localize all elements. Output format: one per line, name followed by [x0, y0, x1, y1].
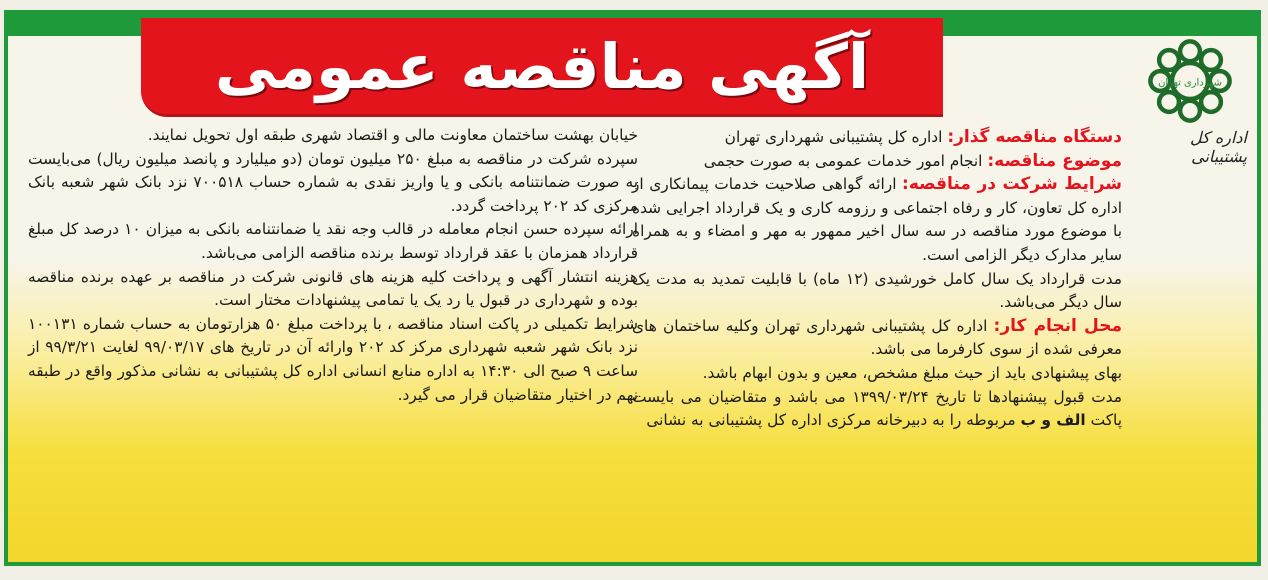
tender-authority: [632, 126, 1122, 150]
participation-conditions-value: ارائه گواهی صلاحیت خدمات پیمانکاری از اداره کل تعاون، کار و رفاه اجتماعی و رزومه کاری و یک قرارداد اجرایی شده با موضوع مورد مناقصه در سه سال اخیر ممهور به مهر و امضاء و به همراه سایر مدارک دیگر الزامی است.: [632, 175, 1122, 264]
participation-deposit: سپرده شرکت در مناقصه به مبلغ ۲۵۰ میلیون تومان (دو میلیارد و پانصد میلیون ریال) می‌بایست به صورت ضمانتنامه بانکی و یا واریز نقدی به شماره حساب ۷۰۰۵۱۸ نزد بانک شهر شعبه بانک مرکزی کد ۲۰۲ پرداخت گردد.: [28, 149, 638, 215]
notice-title: آگهی مناقصه عمومی: [214, 29, 870, 103]
work-location: [632, 315, 1122, 362]
left-column: [28, 124, 638, 407]
work-location-value: اداره کل پشتیبانی شهرداری تهران وکلیه ساختمان های معرفی شده از سوی کارفرما می باشد.: [632, 316, 1122, 359]
participation-conditions-label: شرایط شرکت در مناقصه:: [902, 174, 1122, 195]
delivery-address: خیابان بهشت ساختمان معاونت مالی و اقتصاد شهری طبقه اول تحویل نمایند.: [147, 126, 638, 144]
tender-authority-value: اداره کل پشتیبانی شهرداری تهران: [724, 128, 948, 146]
tender-authority-label: دستگاه مناقصه گذار:: [947, 127, 1122, 147]
packets-label: الف و ب: [1020, 411, 1086, 430]
work-location-label: محل انجام کار:: [993, 315, 1122, 336]
svg-text:شهرداری تهران: شهرداری تهران: [1157, 77, 1222, 89]
acceptance-period: [632, 386, 1122, 433]
acceptance-period-rest: مربوطه را به دبیرخانه مرکزی اداره کل پشتیبانی به نشانی: [646, 411, 1021, 430]
participation-conditions: [632, 173, 1122, 267]
costs-clause: هزینه انتشار آگهی و پرداخت کلیه هزینه های قانونی شرکت در مناقصه بر عهده برنده مناقصه بوده و شهرداری در قبول یا رد یک یا تمامی پیشنهادات مختار است.: [28, 267, 638, 310]
tender-documents: شرایط تکمیلی در پاکت اسناد مناقصه ، با پرداخت مبلغ ۵۰ هزارتومان به حساب شماره ۱۰۰۱۳۱ نزد بانک شهر شعبه شهرداری مرکز کد ۲۰۲ وارائه آن در تاریخ های ۹۹/۰۳/۱۷ لغایت ۹۹/۳/۲۱ از ساعت ۹ صبح الی ۱۴:۳۰ به اداره منابع انسانی اداره کل پشتیبانی به نشانی مذکور واقع در طبقه نهم در اختیار متقاضیان قرار می گیرد.: [28, 314, 639, 404]
tehran-municipality-logo: [1132, 36, 1247, 166]
tender-subject-label: موضوع مناقصه:: [987, 150, 1122, 171]
title-banner: [141, 18, 943, 117]
acceptance-period-text: مدت قبول پیشنهادها تا تاریخ ۱۳۹۹/۰۳/۲۴ می باشد و متقاضیان می بایست پاکت: [632, 387, 1123, 430]
logo-caption: اداره کل پشتیبانی: [1190, 128, 1247, 166]
proposal-price: بهای پیشنهادی باید از حیث مبلغ مشخص، معین و بدون ابهام باشد.: [702, 363, 1122, 382]
contract-duration: مدت قرارداد یک سال کامل خورشیدی (۱۲ ماه) با قابلیت تمدید به مدت یک سال دیگر می‌باشد.: [632, 269, 1122, 312]
tender-subject: [632, 150, 1122, 174]
tender-notice: [4, 10, 1261, 566]
tender-subject-value: انجام امور خدمات عمومی به صورت حجمی: [703, 151, 988, 170]
municipality-star-icon: [1142, 36, 1238, 126]
performance-bond: ارائه سپرده حسن انجام معامله در قالب وجه نقد یا ضمانتنامه بانکی به میزان ۱۰ درصد کل مبلغ قرارداد همزمان با عقد قرارداد توسط برنده مناقصه الزامی می‌باشد.: [28, 220, 638, 262]
right-column: [632, 126, 1122, 433]
